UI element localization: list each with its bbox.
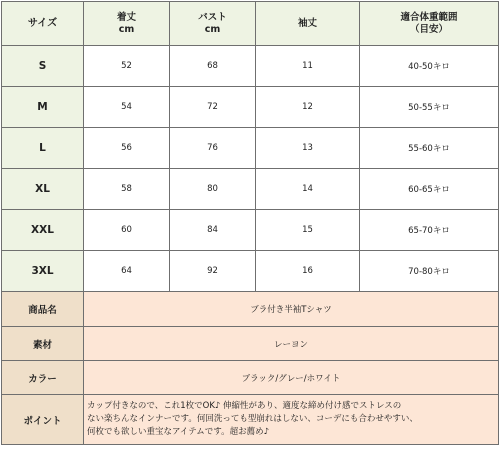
material-label: 素材 [2, 327, 84, 361]
size-spec-table [1, 1, 499, 445]
product-name-row [2, 292, 499, 327]
bust-cell: 92 [170, 251, 256, 292]
table-row [2, 251, 499, 292]
weight-cell: 60-65キロ [360, 169, 499, 210]
size-cell: XXL [2, 210, 84, 251]
point-line: ない楽ちんなインナーです。何回洗っても型崩れはしない、コーデにも合わせやすい、 [87, 414, 418, 424]
length-cell: 56 [84, 128, 170, 169]
material-value: レーヨン [84, 327, 499, 361]
header-weight-label: 適合体重範囲 [400, 11, 458, 23]
header-length-unit: cm [118, 23, 135, 35]
weight-cell: 50-55キロ [360, 87, 499, 128]
bust-cell: 76 [170, 128, 256, 169]
header-length [84, 2, 170, 46]
length-cell: 64 [84, 251, 170, 292]
point-label: ポイント [2, 395, 84, 445]
weight-cell: 65-70キロ [360, 210, 499, 251]
table-row [2, 128, 499, 169]
sleeve-cell: 15 [256, 210, 360, 251]
color-row [2, 361, 499, 395]
material-row [2, 327, 499, 361]
table-row [2, 210, 499, 251]
header-sleeve: 袖丈 [256, 2, 360, 46]
size-cell: XL [2, 169, 84, 210]
point-line: カップ付きなので、これ1枚でOK♪ 伸縮性があり、適度な締め付け感でストレスの [87, 401, 402, 411]
size-cell: L [2, 128, 84, 169]
color-value: ブラック/グレー/ホワイト [84, 361, 499, 395]
length-cell: 54 [84, 87, 170, 128]
bust-cell: 80 [170, 169, 256, 210]
bust-cell: 68 [170, 46, 256, 87]
length-cell: 60 [84, 210, 170, 251]
point-line: 何枚でも欲しい重宝なアイテムです。超お薦め♪ [87, 427, 270, 437]
sleeve-cell: 14 [256, 169, 360, 210]
product-name-value: ブラ付き半袖Tシャツ [84, 292, 499, 327]
length-cell: 52 [84, 46, 170, 87]
table-header-row [2, 2, 499, 46]
weight-cell: 55-60キロ [360, 128, 499, 169]
point-description [84, 395, 499, 445]
header-bust-label: バスト [198, 11, 227, 23]
header-weight-note: （目安） [409, 23, 448, 35]
sleeve-cell: 16 [256, 251, 360, 292]
header-size: サイズ [2, 2, 84, 46]
sleeve-cell: 13 [256, 128, 360, 169]
sleeve-cell: 12 [256, 87, 360, 128]
header-bust [170, 2, 256, 46]
size-cell: M [2, 87, 84, 128]
product-name-label: 商品名 [2, 292, 84, 327]
point-row [2, 395, 499, 445]
color-label: カラー [2, 361, 84, 395]
table-row [2, 169, 499, 210]
bust-cell: 72 [170, 87, 256, 128]
table-row [2, 46, 499, 87]
header-weight [360, 2, 499, 46]
size-cell: S [2, 46, 84, 87]
length-cell: 58 [84, 169, 170, 210]
table-row [2, 87, 499, 128]
header-bust-unit: cm [204, 23, 221, 35]
bust-cell: 84 [170, 210, 256, 251]
weight-cell: 40-50キロ [360, 46, 499, 87]
weight-cell: 70-80キロ [360, 251, 499, 292]
size-cell: 3XL [2, 251, 84, 292]
header-length-label: 着丈 [116, 11, 136, 23]
sleeve-cell: 11 [256, 46, 360, 87]
